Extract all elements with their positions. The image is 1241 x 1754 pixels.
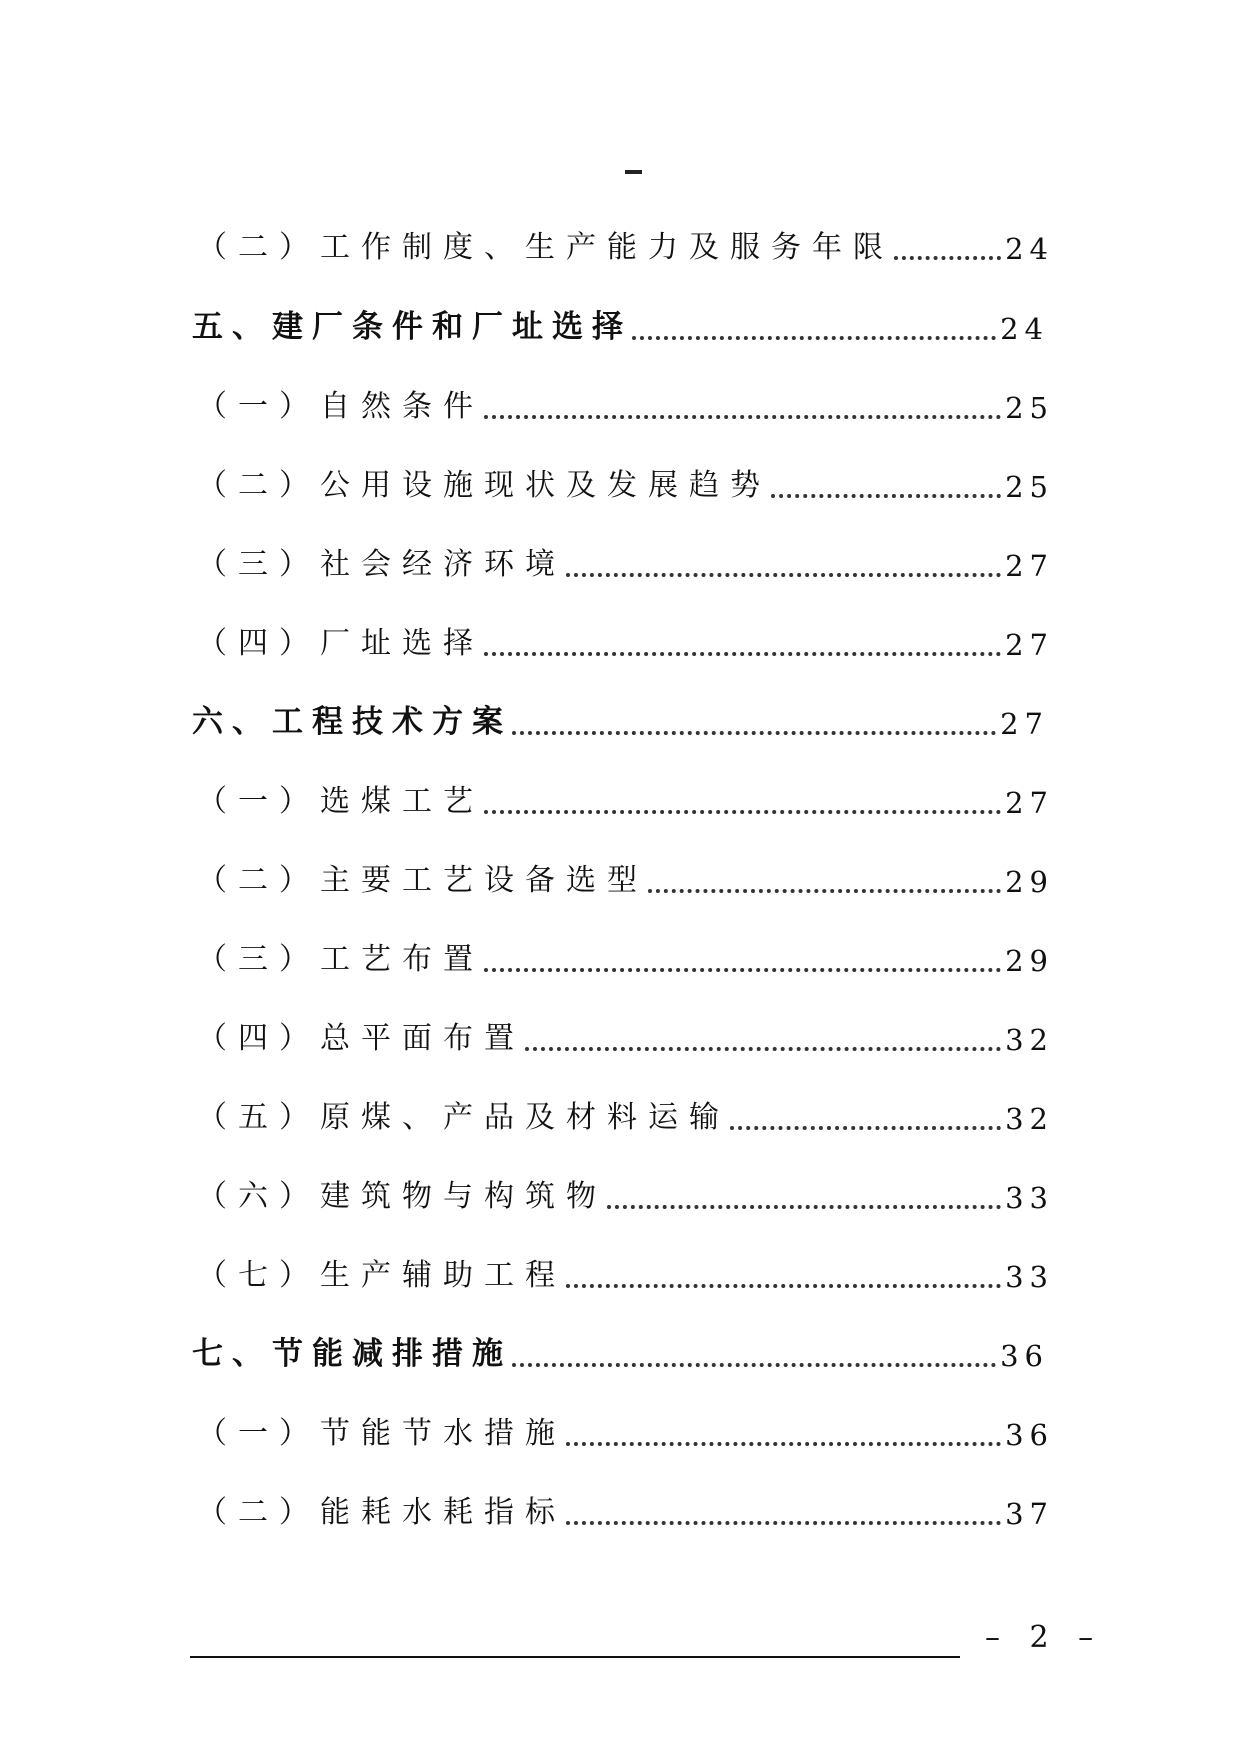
toc-entry-page: 29 (1005, 944, 1054, 978)
dot-leader (512, 1363, 996, 1367)
toc-entry-title: （四）厂址选择 (197, 626, 484, 661)
toc-entry-title: （二）能耗水耗指标 (197, 1495, 566, 1530)
toc-entry-page: 36 (1005, 1418, 1054, 1452)
toc-entry-title: （三）工艺布置 (197, 942, 484, 977)
dot-leader (484, 652, 1001, 656)
toc-entry[interactable] (192, 1329, 1049, 1373)
dot-leader (484, 810, 1001, 814)
toc-entry[interactable] (197, 222, 1054, 266)
toc-entry-title: （一）自然条件 (197, 389, 484, 424)
toc-entry-title: （三）社会经济环境 (197, 547, 566, 582)
toc-entry-title: （二）工作制度、生产能力及服务年限 (197, 230, 894, 265)
toc-entry-page: 27 (1005, 786, 1054, 820)
toc-entry-title: （五）原煤、产品及材料运输 (197, 1100, 730, 1135)
toc-entry-page: 32 (1005, 1102, 1054, 1136)
toc-entry[interactable] (197, 1250, 1054, 1294)
toc-entry-title: （一）节能节水措施 (197, 1416, 566, 1451)
footer-rule (190, 1656, 960, 1658)
dot-leader (632, 336, 996, 340)
toc-entry-page: 25 (1005, 470, 1054, 504)
toc-entry[interactable] (197, 1171, 1054, 1215)
dot-leader (648, 889, 1001, 893)
toc-entry-page: 29 (1005, 865, 1054, 899)
dot-leader (566, 573, 1001, 577)
toc-entry-title: （二）公用设施现状及发展趋势 (197, 468, 771, 503)
dot-leader (484, 968, 1001, 972)
toc-entry-page: 24 (1000, 312, 1049, 346)
toc-entry-page: 24 (1005, 232, 1054, 266)
dot-leader (607, 1205, 1001, 1209)
toc-entry[interactable] (197, 1013, 1054, 1057)
toc-entry[interactable] (192, 302, 1049, 346)
dot-leader (894, 256, 1001, 260)
toc-entry-title: （二）主要工艺设备选型 (197, 863, 648, 898)
toc-entry-title: （六）建筑物与构筑物 (197, 1179, 607, 1214)
toc-entry-page: 25 (1005, 391, 1054, 425)
toc-entry-page: 27 (1000, 707, 1049, 741)
dot-leader (525, 1047, 1001, 1051)
toc-entry-page: 27 (1005, 628, 1054, 662)
toc-entry-title: 六、工程技术方案 (192, 704, 512, 740)
toc-entry[interactable] (197, 1487, 1054, 1531)
toc-entry[interactable] (197, 934, 1054, 978)
top-mark (625, 170, 642, 174)
dot-leader (771, 494, 1001, 498)
toc-entry-title: （七）生产辅助工程 (197, 1258, 566, 1293)
toc-entry-page: 33 (1005, 1181, 1054, 1215)
dot-leader (566, 1521, 1001, 1525)
toc-entry-page: 27 (1005, 549, 1054, 583)
toc-entry-title: （四）总平面布置 (197, 1021, 525, 1056)
toc-entry[interactable] (197, 539, 1054, 583)
toc-entry[interactable] (197, 776, 1054, 820)
toc-entry[interactable] (192, 697, 1049, 741)
page-number: – 2 – (985, 1620, 1104, 1655)
toc-entry-title: 七、节能减排措施 (192, 1336, 512, 1372)
toc-entry-page: 32 (1005, 1023, 1054, 1057)
dot-leader (512, 731, 996, 735)
dot-leader (566, 1442, 1001, 1446)
toc-entry-page: 36 (1000, 1339, 1049, 1373)
toc-entry[interactable] (197, 618, 1054, 662)
toc-entry[interactable] (197, 381, 1054, 425)
toc-entry[interactable] (197, 1408, 1054, 1452)
toc-entry-page: 33 (1005, 1260, 1054, 1294)
dot-leader (566, 1284, 1001, 1288)
toc-entry-title: （一）选煤工艺 (197, 784, 484, 819)
toc-entry[interactable] (197, 1092, 1054, 1136)
toc-entry[interactable] (197, 460, 1054, 504)
toc-entry-title: 五、建厂条件和厂址选择 (192, 309, 632, 345)
dot-leader (484, 415, 1001, 419)
toc-entry[interactable] (197, 855, 1054, 899)
toc-entry-page: 37 (1005, 1497, 1054, 1531)
dot-leader (730, 1126, 1001, 1130)
